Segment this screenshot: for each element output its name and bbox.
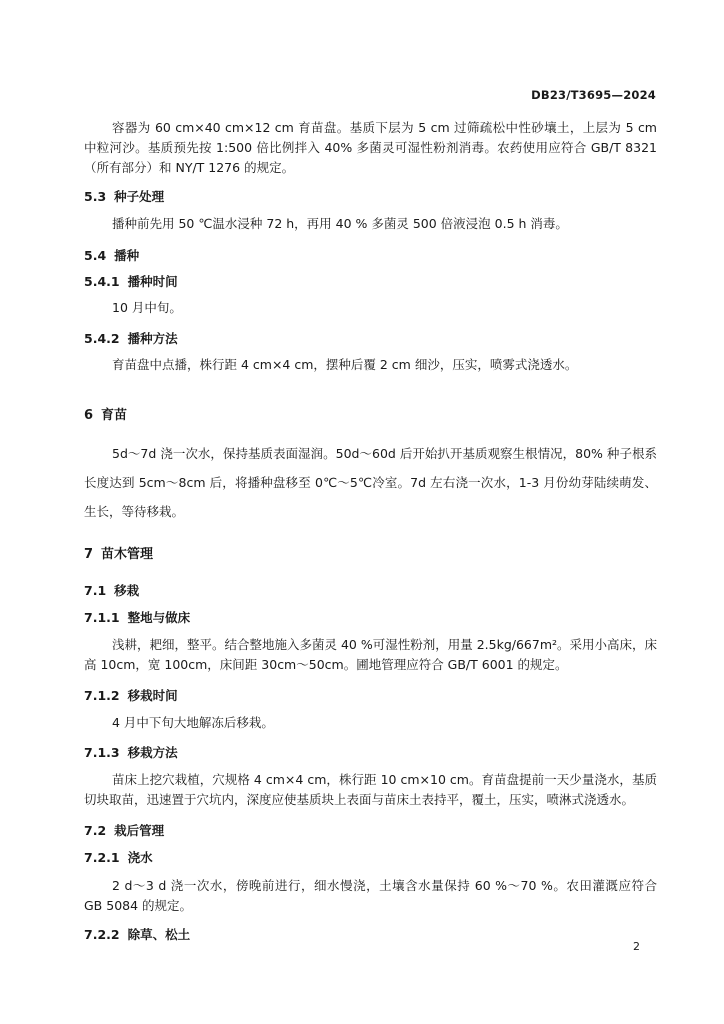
heading-number: 7.2 bbox=[84, 823, 107, 838]
heading-number: 6 bbox=[84, 408, 94, 423]
heading-7-2-1 bbox=[84, 848, 153, 866]
heading-7-1 bbox=[84, 581, 139, 599]
heading-6 bbox=[84, 404, 127, 423]
heading-7 bbox=[84, 543, 153, 562]
heading-number: 7.1.2 bbox=[84, 688, 120, 703]
heading-7-2 bbox=[84, 821, 164, 839]
heading-title: 移栽方法 bbox=[127, 745, 178, 760]
heading-title: 整地与做床 bbox=[127, 610, 191, 625]
heading-number: 5.3 bbox=[84, 189, 107, 204]
heading-number: 5.4 bbox=[84, 248, 107, 263]
heading-5-4-1 bbox=[84, 272, 178, 290]
heading-number: 5.4.2 bbox=[84, 331, 120, 346]
heading-number: 7.2.1 bbox=[84, 850, 120, 865]
heading-number: 7.1.3 bbox=[84, 745, 120, 760]
heading-title: 移栽 bbox=[114, 583, 140, 598]
heading-title: 播种 bbox=[114, 248, 140, 263]
heading-7-1-1 bbox=[84, 608, 190, 626]
paragraph-transplant-time: 4 月中下旬大地解冻后移栽。 bbox=[112, 715, 274, 730]
heading-number: 7 bbox=[84, 547, 94, 562]
paragraph-transplant-method: 苗床上挖穴栽植，穴规格 4 cm×4 cm，株行距 10 cm×10 cm。育苗盘提前一天少量浇水，基质切块取苗，迅速置于穴坑内，深度应使基质块上表面与苗床土表持平，覆土，压实，喷淋式浇透水。 bbox=[84, 772, 657, 807]
heading-5-4 bbox=[84, 246, 139, 264]
heading-title: 栽后管理 bbox=[114, 823, 165, 838]
paragraph-watering: 2 d～3 d 浇一次水，傍晚前进行，细水慢浇，土壤含水量保持 60 %～70 %。农田灌溉应符合 GB 5084 的规定。 bbox=[84, 878, 657, 913]
heading-7-2-2 bbox=[84, 925, 190, 943]
page-number: 2 bbox=[633, 940, 640, 953]
heading-title: 播种时间 bbox=[127, 274, 178, 289]
paragraph-seedling: 5d～7d 浇一次水，保持基质表面湿润。50d～60d 后开始扒开基质观察生根情况，80% 种子根系长度达到 5cm～8cm 后，将播种盘移至 0℃～5℃冷室。7d 左右浇一次水，1-3 月份幼芽陆续萌发、生长，等待移栽。 bbox=[84, 446, 657, 519]
heading-number: 7.1.1 bbox=[84, 610, 120, 625]
paragraph-sowing-time: 10 月中旬。 bbox=[112, 300, 182, 315]
heading-title: 除草、松土 bbox=[127, 927, 191, 942]
paragraph-land-preparation: 浅耕，耙细，整平。结合整地施入多菌灵 40 %可湿性粉剂，用量 2.5kg/667m²。采用小高床，床高 10cm，宽 100cm，床间距 30cm～50cm。圃地管理应符合 GB/T 6001 的规定。 bbox=[84, 637, 658, 672]
heading-7-1-2 bbox=[84, 686, 178, 704]
heading-title: 浇水 bbox=[127, 850, 153, 865]
paragraph-sowing-method: 育苗盘中点播，株行距 4 cm×4 cm，摆种后覆 2 cm 细沙，压实，喷雾式浇透水。 bbox=[112, 357, 578, 372]
paragraph-container: 容器为 60 cm×40 cm×12 cm 育苗盘。基质下层为 5 cm 过筛疏松中性砂壤土，上层为 5 cm 中粒河沙。基质预先按 1:500 倍比例拌入 40% 多菌灵可湿性粉剂消毒。农药使用应符合 GB/T 8321（所有部分）和 NY/T 1276 的规定。 bbox=[84, 120, 657, 175]
heading-5-4-2 bbox=[84, 329, 178, 347]
document-id: DB23/T3695—2024 bbox=[531, 88, 656, 102]
heading-title: 种子处理 bbox=[114, 189, 165, 204]
heading-number: 7.2.2 bbox=[84, 927, 120, 942]
heading-number: 7.1 bbox=[84, 583, 107, 598]
heading-5-3 bbox=[84, 187, 164, 205]
heading-title: 育苗 bbox=[101, 408, 128, 423]
heading-title: 苗木管理 bbox=[101, 547, 154, 562]
heading-title: 播种方法 bbox=[127, 331, 178, 346]
heading-number: 5.4.1 bbox=[84, 274, 120, 289]
paragraph-seed-treatment: 播种前先用 50 ℃温水浸种 72 h，再用 40 % 多菌灵 500 倍液浸泡 0.5 h 消毒。 bbox=[112, 216, 568, 231]
heading-title: 移栽时间 bbox=[127, 688, 178, 703]
heading-7-1-3 bbox=[84, 743, 178, 761]
